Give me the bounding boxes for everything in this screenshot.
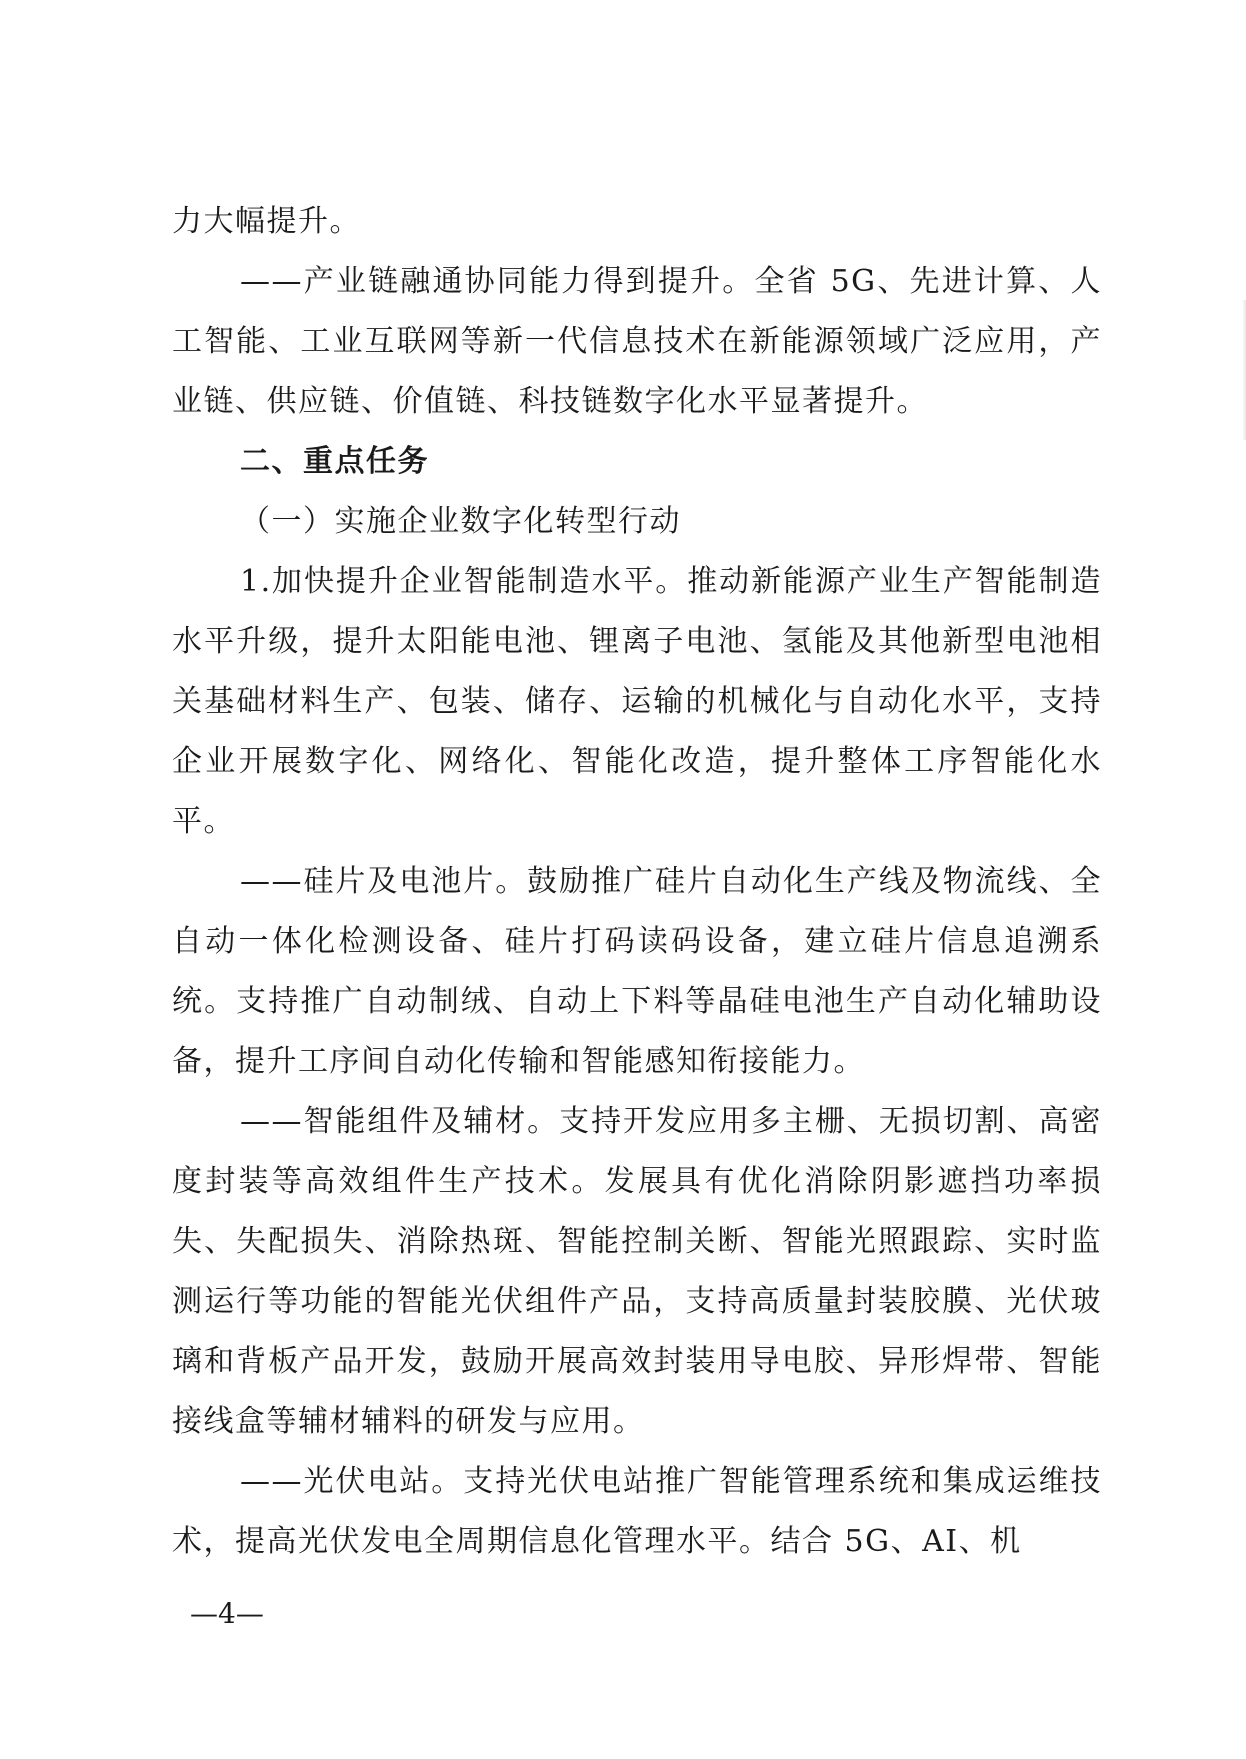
section-heading: 二、重点任务	[240, 444, 429, 479]
paragraph-2: ——产业链融通协同能力得到提升。全省 5G、先进计算、人工智能、工业互联网等新一代信息技术在新能源领域广泛应用，产业链、供应链、价值链、科技链数字化水平显著提升。	[172, 264, 1102, 419]
paragraph-4: ——硅片及电池片。鼓励推广硅片自动化生产线及物流线、全自动一体化检测设备、硅片打码读码设备，建立硅片信息追溯系统。支持推广自动制绒、自动上下料等晶硅电池生产自动化辅助设备，提升工序间自动化传输和智能感知衔接能力。	[172, 864, 1102, 1079]
paragraph-1: 力大幅提升。	[172, 204, 361, 239]
paragraph-6: ——光伏电站。支持光伏电站推广智能管理系统和集成运维技术，提高光伏发电全周期信息化管理水平。结合 5G、AI、机	[172, 1464, 1102, 1559]
page-number: —4—	[190, 1597, 264, 1630]
paragraph-3: 1.加快提升企业智能制造水平。推动新能源产业生产智能制造水平升级，提升太阳能电池、锂离子电池、氢能及其他新型电池相关基础材料生产、包装、储存、运输的机械化与自动化水平，支持企业开展数字化、网络化、智能化改造，提升整体工序智能化水平。	[172, 564, 1102, 839]
document-body	[172, 192, 1102, 1572]
scan-edge-shadow	[1242, 300, 1246, 440]
paragraph-5: ——智能组件及辅材。支持开发应用多主栅、无损切割、高密度封装等高效组件生产技术。发展具有优化消除阴影遮挡功率损失、失配损失、消除热斑、智能控制关断、智能光照跟踪、实时监测运行等功能的智能光伏组件产品，支持高质量封装胶膜、光伏玻璃和背板产品开发，鼓励开展高效封装用导电胶、异形焊带、智能接线盒等辅材辅料的研发与应用。	[172, 1104, 1102, 1439]
subsection-heading: （一）实施企业数字化转型行动	[240, 504, 681, 539]
